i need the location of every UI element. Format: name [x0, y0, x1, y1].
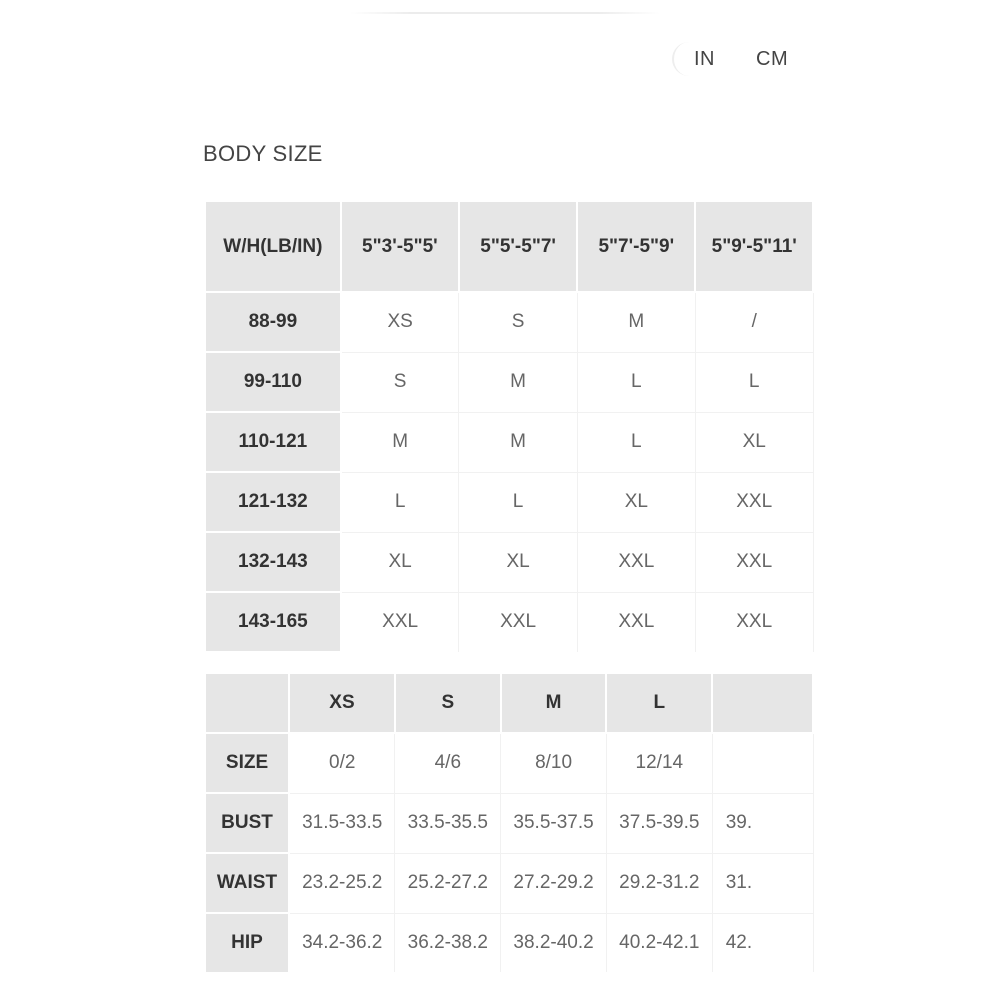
table-row	[205, 853, 813, 913]
size-cell: XL	[459, 532, 577, 592]
table-row	[205, 352, 813, 412]
measurement-label: BUST	[205, 793, 289, 853]
size-cell: XXL	[577, 532, 695, 592]
measurement-cell: 37.5-39.5	[606, 793, 712, 853]
size-cell: XL	[695, 412, 813, 472]
measurement-cell: 27.2-29.2	[501, 853, 607, 913]
size-cell: M	[341, 412, 459, 472]
size-cell: S	[459, 292, 577, 352]
measurement-cell: 40.2-42.1	[606, 913, 712, 972]
size-column-header: XS	[289, 673, 395, 733]
size-column-header: L	[606, 673, 712, 733]
size-cell: XXL	[341, 592, 459, 652]
weight-label: 99-110	[205, 352, 341, 412]
measurement-cell: 4/6	[395, 733, 501, 793]
height-header: 5"9'-5"11'	[695, 201, 813, 292]
weight-label: 110-121	[205, 412, 341, 472]
measurement-cell: 38.2-40.2	[501, 913, 607, 972]
measurement-corner-header	[205, 673, 289, 733]
size-cell: L	[577, 412, 695, 472]
measurement-label: WAIST	[205, 853, 289, 913]
measurement-cell: 39.	[712, 793, 813, 853]
size-cell: XXL	[695, 472, 813, 532]
measurement-cell: 8/10	[501, 733, 607, 793]
measurement-cell: 0/2	[289, 733, 395, 793]
unit-option-cm[interactable]: CM	[756, 48, 789, 70]
height-header: 5"3'-5"5'	[341, 201, 459, 292]
body-size-grid	[204, 200, 814, 652]
weight-label: 132-143	[205, 532, 341, 592]
table-row	[205, 913, 813, 972]
table-row	[205, 472, 813, 532]
measurement-cell: 25.2-27.2	[395, 853, 501, 913]
size-column-header: M	[501, 673, 607, 733]
measurement-cell: 12/14	[606, 733, 712, 793]
measurement-grid	[204, 672, 814, 972]
size-cell: XXL	[695, 592, 813, 652]
body-size-header-row	[205, 201, 813, 292]
size-cell: XXL	[695, 532, 813, 592]
size-cell: L	[577, 352, 695, 412]
table-row	[205, 733, 813, 793]
weight-label: 143-165	[205, 592, 341, 652]
unit-toggle[interactable]	[672, 42, 802, 76]
measurement-cell	[712, 733, 813, 793]
body-size-corner-header: W/H(LB/IN)	[205, 201, 341, 292]
size-cell: L	[695, 352, 813, 412]
measurement-cell: 33.5-35.5	[395, 793, 501, 853]
size-cell: M	[459, 412, 577, 472]
size-column-header	[712, 673, 813, 733]
height-header: 5"7'-5"9'	[577, 201, 695, 292]
size-cell: L	[459, 472, 577, 532]
weight-label: 88-99	[205, 292, 341, 352]
measurement-cell: 36.2-38.2	[395, 913, 501, 972]
measurement-cell: 29.2-31.2	[606, 853, 712, 913]
body-size-title: BODY SIZE	[203, 141, 323, 166]
measurement-table[interactable]	[204, 672, 814, 972]
measurement-cell: 34.2-36.2	[289, 913, 395, 972]
size-cell: XXL	[577, 592, 695, 652]
unit-option-in[interactable]: IN	[694, 48, 715, 70]
table-row	[205, 532, 813, 592]
measurement-cell: 35.5-37.5	[501, 793, 607, 853]
measurement-cell: 31.5-33.5	[289, 793, 395, 853]
size-cell: M	[459, 352, 577, 412]
measurement-cell: 42.	[712, 913, 813, 972]
size-cell: S	[341, 352, 459, 412]
size-column-header: S	[395, 673, 501, 733]
size-cell: /	[695, 292, 813, 352]
top-divider	[350, 12, 660, 14]
size-cell: XS	[341, 292, 459, 352]
size-cell: XL	[577, 472, 695, 532]
body-size-table[interactable]	[204, 200, 814, 652]
size-cell: M	[577, 292, 695, 352]
table-row	[205, 592, 813, 652]
size-cell: L	[341, 472, 459, 532]
size-cell: XXL	[459, 592, 577, 652]
height-header: 5"5'-5"7'	[459, 201, 577, 292]
table-row	[205, 793, 813, 853]
measurement-header-row	[205, 673, 813, 733]
measurement-label: HIP	[205, 913, 289, 972]
measurement-cell: 31.	[712, 853, 813, 913]
table-row	[205, 292, 813, 352]
measurement-cell: 23.2-25.2	[289, 853, 395, 913]
table-row	[205, 412, 813, 472]
size-cell: XL	[341, 532, 459, 592]
weight-label: 121-132	[205, 472, 341, 532]
measurement-label: SIZE	[205, 733, 289, 793]
